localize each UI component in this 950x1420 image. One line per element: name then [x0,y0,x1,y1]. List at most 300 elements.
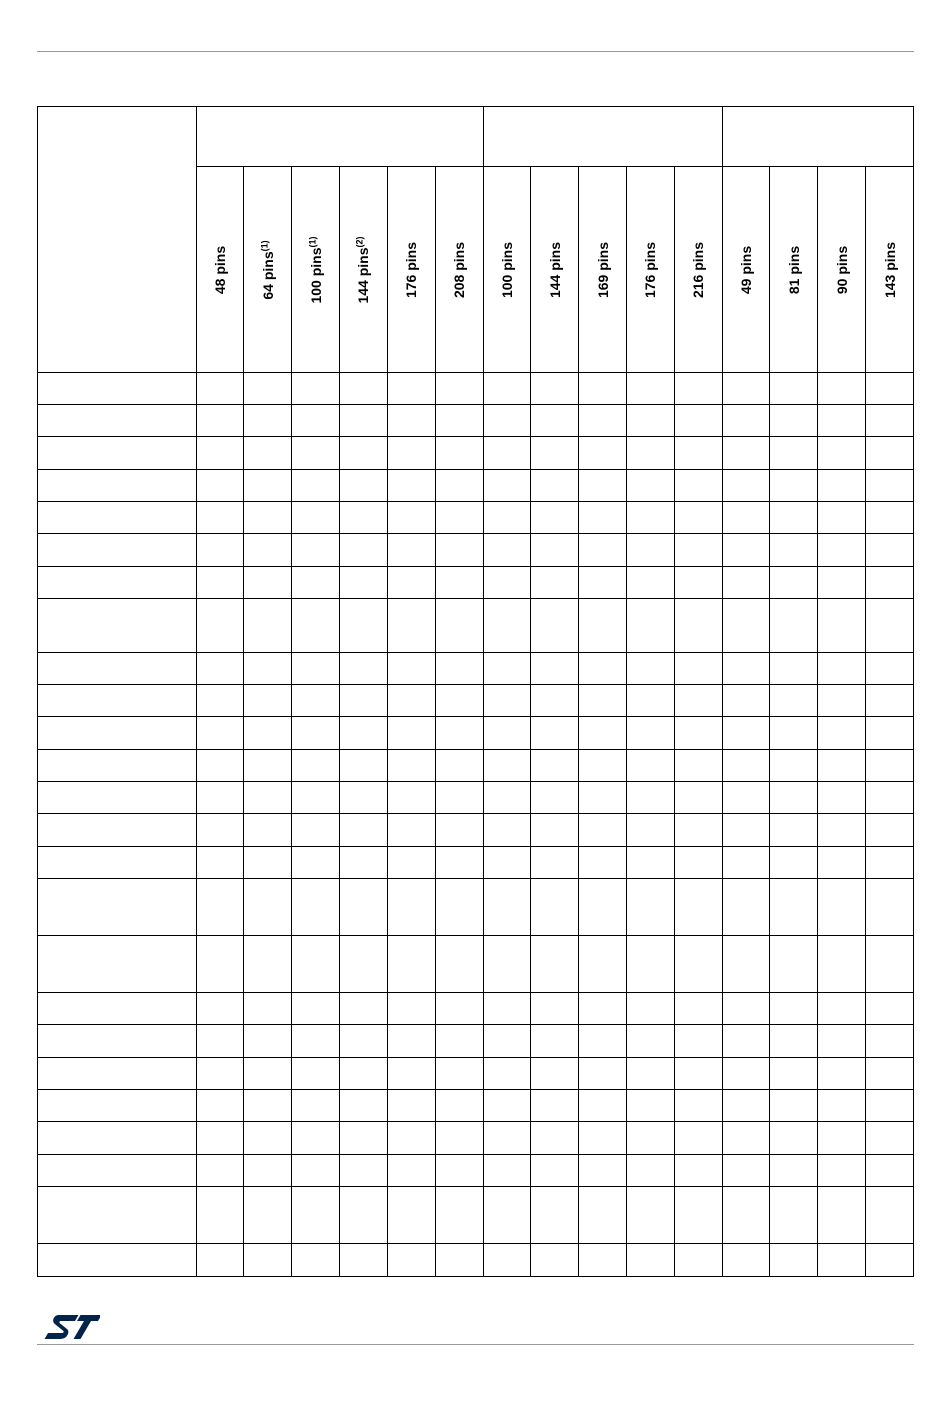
table-cell [626,653,674,685]
table-cell [722,534,770,567]
table-cell [674,405,722,437]
table-cell [387,1122,435,1155]
pin-count-label [738,245,754,293]
table-cell [722,936,770,993]
table-cell [196,1025,244,1058]
table-row [38,1187,914,1244]
table-cell [626,1090,674,1122]
table-cell [866,1155,914,1187]
table-cell [483,685,531,717]
table-cell [340,1155,388,1187]
table-cell [626,502,674,534]
table-cell [483,1025,531,1058]
table-row [38,993,914,1025]
table-cell [722,993,770,1025]
table-cell [196,936,244,993]
table-cell [531,1187,579,1244]
table-cell [387,1090,435,1122]
table-cell [196,599,244,653]
table-cell [770,1090,818,1122]
table-cell [579,847,627,879]
pin-count-header [866,167,914,373]
table-cell [722,599,770,653]
table-cell [435,470,483,502]
table-cell [818,847,866,879]
table-cell [196,1155,244,1187]
table-cell [340,1058,388,1090]
table-cell [435,1187,483,1244]
table-cell [531,599,579,653]
pin-count-label [260,240,276,299]
table-cell [866,1187,914,1244]
table-cell [292,1244,340,1277]
table-cell [770,373,818,405]
table-cell [818,1090,866,1122]
table-cell [483,847,531,879]
table-cell [579,405,627,437]
table-cell [674,1058,722,1090]
table-cell [770,717,818,750]
table-cell [770,405,818,437]
table-cell [435,782,483,814]
table-cell [722,685,770,717]
table-cell [244,685,292,717]
row-label-cell [38,470,197,502]
table-cell [292,567,340,599]
table-cell [866,1058,914,1090]
table-cell [387,782,435,814]
pin-count-label [882,241,898,297]
table-cell [818,502,866,534]
table-cell [196,1058,244,1090]
table-cell [579,993,627,1025]
row-label-cell [38,814,197,847]
table-cell [770,502,818,534]
table-cell [674,1090,722,1122]
table-cell [244,567,292,599]
pin-count-text: 144 pins [546,241,563,298]
pin-count-label [547,241,563,297]
table-cell [579,599,627,653]
table-cell [292,1122,340,1155]
table-cell [866,782,914,814]
table-cell [531,1090,579,1122]
table-cell [579,1025,627,1058]
table-cell [722,1244,770,1277]
table-cell [531,437,579,470]
table-cell [674,373,722,405]
table-cell [244,1187,292,1244]
table-cell [770,750,818,782]
table-cell [818,814,866,847]
table-cell [292,373,340,405]
table-cell [387,653,435,685]
table-cell [770,782,818,814]
pin-count-text: 176 pins [642,241,659,298]
table-cell [435,936,483,993]
table-cell [531,653,579,685]
pin-count-header [435,167,483,373]
table-cell [579,373,627,405]
table-cell [340,373,388,405]
table-cell [483,1058,531,1090]
table-cell [196,685,244,717]
table-cell [531,534,579,567]
table-cell [483,470,531,502]
table-cell [292,437,340,470]
table-cell [626,814,674,847]
table-cell [674,1187,722,1244]
table-cell [674,1244,722,1277]
table-row [38,782,914,814]
table-cell [483,437,531,470]
table-cell [626,1155,674,1187]
table-cell [435,502,483,534]
pin-count-label [499,241,515,297]
pin-count-header [292,167,340,373]
header-rule [37,51,914,52]
table-cell [292,653,340,685]
table-cell [196,1187,244,1244]
table-cell [244,879,292,936]
table-cell [531,567,579,599]
table-cell [340,814,388,847]
table-cell [196,717,244,750]
table-cell [770,1187,818,1244]
table-cell [196,502,244,534]
table-body [38,373,914,1277]
table-cell [579,437,627,470]
table-cell [579,750,627,782]
table-cell [435,1155,483,1187]
table-cell [435,1090,483,1122]
table-cell [579,470,627,502]
table-cell [483,405,531,437]
table-cell [435,653,483,685]
table-cell [292,879,340,936]
table-cell [818,405,866,437]
row-label-cell [38,567,197,599]
table-cell [435,717,483,750]
table-cell [435,567,483,599]
table-cell [435,1025,483,1058]
table-cell [196,993,244,1025]
table-cell [818,1187,866,1244]
table-cell [770,993,818,1025]
pin-count-label [403,241,419,297]
table-cell [196,879,244,936]
table-cell [626,1187,674,1244]
table-cell [579,1244,627,1277]
table-cell [292,847,340,879]
table-cell [818,936,866,993]
table-cell [387,717,435,750]
table-cell [196,1244,244,1277]
table-cell [626,1122,674,1155]
table-cell [435,534,483,567]
row-label-cell [38,437,197,470]
table-cell [674,847,722,879]
table-cell [818,1122,866,1155]
table-cell [340,470,388,502]
pin-count-header [244,167,292,373]
table-cell [483,653,531,685]
table-cell [435,1058,483,1090]
package-group-header [483,107,722,167]
table-cell [292,936,340,993]
table-cell [626,750,674,782]
table-cell [196,534,244,567]
table-cell [483,1244,531,1277]
table-cell [626,373,674,405]
row-label-cell [38,653,197,685]
row-label-cell [38,1058,197,1090]
table-cell [770,847,818,879]
table-cell [626,1025,674,1058]
table-cell [292,814,340,847]
table-cell [292,1025,340,1058]
table-cell [435,993,483,1025]
row-label-cell [38,993,197,1025]
pin-count-header [531,167,579,373]
row-label-cell [38,534,197,567]
table-cell [292,405,340,437]
package-pin-table [37,106,914,1277]
table-cell [292,1155,340,1187]
table-cell [387,993,435,1025]
pin-count-label [834,245,850,293]
table-cell [387,502,435,534]
table-cell [722,1155,770,1187]
row-label-cell [38,685,197,717]
table-cell [531,470,579,502]
table-cell [244,847,292,879]
table-cell [818,373,866,405]
table-cell [244,750,292,782]
row-label-cell [38,782,197,814]
table-cell [435,373,483,405]
table-cell [340,437,388,470]
table-cell [866,599,914,653]
table-cell [531,1244,579,1277]
pin-count-label [451,241,467,297]
pin-count-text: 90 pins [833,245,850,294]
table-cell [292,1058,340,1090]
table-cell [387,814,435,847]
pin-count-header [626,167,674,373]
table-cell [579,502,627,534]
table-cell [340,1090,388,1122]
table-cell [340,847,388,879]
table-cell [483,1187,531,1244]
table-cell [483,750,531,782]
table-cell [244,717,292,750]
table-cell [674,750,722,782]
table-cell [770,653,818,685]
table-cell [292,599,340,653]
pin-count-text: 81 pins [785,245,802,294]
table-cell [866,814,914,847]
pin-count-text: 100 pins [307,246,324,304]
table-cell [818,1058,866,1090]
table-cell [196,405,244,437]
table-cell [340,1244,388,1277]
table-cell [244,1155,292,1187]
table-row [38,1058,914,1090]
table-cell [387,1025,435,1058]
table-cell [435,1244,483,1277]
table-cell [244,599,292,653]
package-group-header [196,107,483,167]
table-row [38,502,914,534]
table-row [38,653,914,685]
pin-count-label [595,241,611,297]
table-cell [435,814,483,847]
table-cell [340,653,388,685]
table-cell [818,534,866,567]
table-cell [483,534,531,567]
table-cell [435,599,483,653]
table-cell [770,1122,818,1155]
table-cell [722,502,770,534]
pin-count-label [355,236,371,303]
table-row [38,405,914,437]
row-label-cell [38,936,197,993]
table-cell [387,534,435,567]
package-group-header [722,107,913,167]
table-cell [340,567,388,599]
table-row [38,534,914,567]
table-cell [387,1187,435,1244]
table-cell [818,653,866,685]
table-cell [196,750,244,782]
table-cell [531,782,579,814]
table-cell [483,814,531,847]
table-cell [531,750,579,782]
pin-count-header [387,167,435,373]
table-cell [196,814,244,847]
table-cell [579,653,627,685]
table-cell [531,685,579,717]
table-cell [770,1244,818,1277]
table-cell [674,534,722,567]
table-cell [626,847,674,879]
footnote-marker: (2) [354,235,365,247]
table-cell [244,437,292,470]
table-cell [626,534,674,567]
table-cell [579,1155,627,1187]
table-cell [292,685,340,717]
table-cell [244,814,292,847]
pin-count-label [308,236,324,303]
row-label-cell [38,717,197,750]
table-cell [340,502,388,534]
table-cell [866,936,914,993]
table-cell [579,879,627,936]
table-row [38,936,914,993]
table-cell [674,814,722,847]
table-cell [674,685,722,717]
table-cell [866,437,914,470]
table-cell [818,599,866,653]
pin-count-text: 216 pins [690,241,707,298]
table-cell [722,879,770,936]
table-cell [435,1122,483,1155]
table-cell [244,373,292,405]
table-cell [674,993,722,1025]
table-cell [722,782,770,814]
table-cell [866,653,914,685]
table-cell [866,847,914,879]
table-cell [674,502,722,534]
table-cell [340,1187,388,1244]
table-cell [435,847,483,879]
package-group-header-row [38,107,914,167]
row-label-cell [38,1244,197,1277]
table-row [38,879,914,936]
table-cell [435,685,483,717]
table-cell [626,599,674,653]
table-cell [770,599,818,653]
table-cell [674,1155,722,1187]
table-cell [770,936,818,993]
table-cell [244,1025,292,1058]
table-cell [531,717,579,750]
table-cell [866,470,914,502]
table-cell [579,1058,627,1090]
table-cell [770,1155,818,1187]
table-cell [340,1025,388,1058]
table-cell [435,750,483,782]
table-cell [244,1244,292,1277]
table-cell [818,685,866,717]
table-cell [626,405,674,437]
table-cell [387,599,435,653]
table-row [38,1155,914,1187]
table-cell [674,936,722,993]
table-cell [722,405,770,437]
row-label-cell [38,1122,197,1155]
row-label-cell [38,599,197,653]
table-cell [340,717,388,750]
table-cell [244,936,292,993]
pin-count-header [579,167,627,373]
table-cell [626,1244,674,1277]
table-cell [531,936,579,993]
table-cell [579,1090,627,1122]
row-label-cell [38,879,197,936]
row-label-cell [38,847,197,879]
footnote-marker: (1) [259,239,270,251]
table-cell [579,685,627,717]
table-cell [866,1090,914,1122]
table-cell [340,993,388,1025]
table-cell [866,1122,914,1155]
table-cell [387,936,435,993]
table-cell [196,1122,244,1155]
pin-count-header [818,167,866,373]
table-cell [531,373,579,405]
pin-count-text: 176 pins [403,241,420,298]
table-cell [770,685,818,717]
table-cell [722,1090,770,1122]
pin-count-text: 100 pins [498,241,515,298]
table-cell [340,879,388,936]
table-cell [531,502,579,534]
pin-count-text: 49 pins [738,245,754,294]
table-cell [626,993,674,1025]
table-cell [531,993,579,1025]
